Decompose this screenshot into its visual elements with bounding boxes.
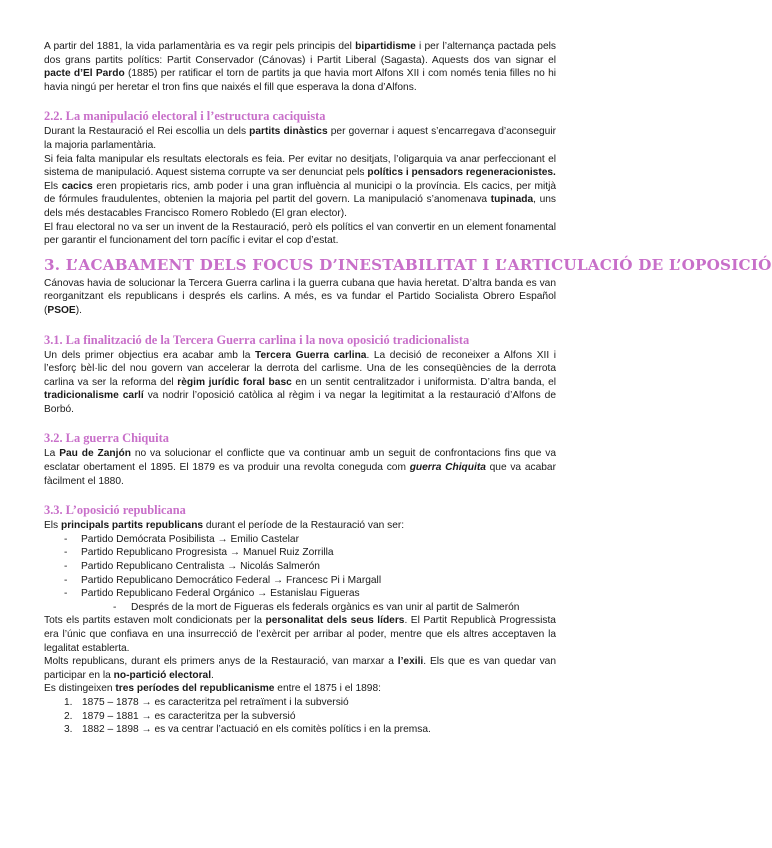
list-item-text: 1882 – 1898 → es va centrar l’actuació en els comitès polítics i en la premsa.: [82, 724, 431, 736]
text-span: Durant la Restauració el Rei escollia un dels: [44, 126, 250, 138]
text-span: no va solucionar el conflicte que va continuar amb un seguit de confrontacions fins que va esclatar obertament el 1895. El 1879 es va produir una revolta coneguda com: [44, 448, 556, 474]
section-heading-2-2: 2.2. La manipulació electoral i l’estructura caciquista: [44, 109, 326, 124]
text-span: (1885) per ratificar el torn de partits ja que havia mort Alfons XII i com només tenia filles no hi havia ningú per heretar el tron fins que naixés el fill que esperava la dona d’Alfons.: [44, 68, 556, 93]
text-span: Cánovas havia de solucionar la Tercera Guerra carlina i la guerra cubana que havia heretat. D’altra banda es van reorganitzant els republicans i després els carlins. A més, es va fundar el Partido Socialista Obrero Español (: [44, 277, 556, 316]
paragraph: [44, 655, 556, 682]
bold-text: principals partits republicans: [60, 520, 204, 532]
text-span: A partir del 1881, la vida parlamentària es va regir pels principis del: [44, 41, 356, 52]
dash-marker: -: [64, 561, 68, 573]
paragraph: [44, 277, 556, 318]
paragraph: [44, 447, 556, 488]
bold-text: personalitat dels seus líders: [265, 615, 405, 627]
list-item: [64, 533, 556, 547]
text-span: Els: [44, 180, 62, 192]
section-heading-3-2: 3.2. La guerra Chiquita: [44, 431, 169, 446]
text-span: La: [44, 448, 60, 460]
list-item: [64, 696, 556, 710]
paragraph: [44, 519, 556, 533]
text-span: Si feia falta manipular els resultats electorals es feia. Per evitar no desitjats, l’oligarquia va anar perfeccionant el sistema de manipulació. Aquest sistema corrupte va ser denunciat pels: [44, 153, 556, 179]
bold-text: pacte d’El Pardo: [44, 68, 125, 80]
text-span: eren propietaris rics, amb poder i una gran influència al municipi o la província. Els cacics, per mitjà de fórmules fraudulentes, obtenien la majoria pel partit del govern. La manipulació s’anomenava: [44, 180, 557, 206]
bold-text: tupinada: [490, 194, 534, 206]
list-item: [64, 710, 556, 724]
sub-list: [81, 601, 556, 615]
text-span: entre el 1875 i el 1898:: [274, 683, 381, 695]
list-item: [64, 546, 556, 560]
dash-marker: -: [64, 547, 68, 559]
bold-text: tradicionalisme carlí: [44, 390, 144, 402]
list-item-text: 1879 – 1881 → es caracteritza per la subversió: [82, 710, 296, 722]
paragraph: [44, 682, 556, 696]
bold-italic-text: guerra Chiquita: [409, 462, 486, 474]
text-span: i per l’alternança pactada pels dos grans partits polítics: Partit Conservador (Cánovas) i Partit Liberal (Sagasta). Aquests dos van signar el: [44, 41, 556, 66]
dash-marker: -: [64, 574, 68, 586]
text-span: Un dels primer objectius era acabar amb la: [44, 349, 256, 361]
paragraph: [44, 614, 556, 655]
text-span: per governar i aquest s’encarregava d’aconseguir la majoria parlamentària.: [44, 126, 556, 151]
dash-marker: -: [113, 601, 117, 613]
text-span: Els: [44, 520, 61, 532]
text-span: Es distingeixen: [44, 683, 116, 695]
intro-paragraph: [44, 40, 556, 94]
list-number: 3.: [64, 724, 73, 736]
text-span: . La decisió de reconeixer a Alfons XII i l’esforç bèl·lic del nou govern van accelerar la derrota del carlisme. Una de les conseqüències de la derrota carlina va ser la reforma del: [44, 349, 556, 388]
bold-text: Pau de Zanjón: [59, 448, 131, 460]
bold-text: cacics: [61, 180, 93, 192]
paragraph: [44, 180, 556, 221]
section-heading-3-1: 3.1. La finalització de la Tercera Guerra carlina i la nova oposició tradicionalista: [44, 332, 470, 347]
text-span: . Els que es van quedar van participar en la: [44, 656, 556, 681]
text-span: ).: [75, 304, 82, 316]
list-item-text: 1875 – 1878 → es caracteritza pel retraïment i la subversió: [82, 696, 349, 708]
list-number: 1.: [64, 696, 73, 708]
dash-marker: -: [64, 588, 68, 600]
text-span: que va acabar fàcilment el 1880.: [44, 462, 556, 487]
sub-list-item: [113, 601, 556, 615]
text-span: va nodrir l’oposició catòlica al règim i va negar la legitimitat a la restauració d’Alfons de Borbó.: [44, 390, 556, 415]
text-span: , uns dels més destacables Francisco Romero Robledo (El gran elector).: [44, 194, 557, 219]
bold-text: no-partició electoral: [113, 669, 212, 681]
text-span: en un sentit centralitzador i uniformista. D’altra banda, el: [291, 376, 556, 388]
bold-text: Tercera Guerra carlina: [255, 349, 367, 361]
list-item: [64, 587, 556, 614]
bold-text: l’exili: [397, 656, 424, 668]
list-item: [64, 574, 556, 588]
list-item: [64, 560, 556, 574]
list-item-text: Partido Republicano Centralista → Nicolás Salmerón: [81, 561, 320, 573]
text-span: Tots els partits estaven molt condicionats per la: [44, 615, 266, 627]
section-heading-3: 3. L’ACABAMENT DELS FOCUS D’INESTABILITAT I L’ARTICULACIÓ DE L’OPOSICIÓ: [44, 255, 772, 274]
section-heading-3-3: 3.3. L’oposició republicana: [44, 503, 186, 518]
list-item-text: Partido Demócrata Posibilista → Emilio Castelar: [81, 533, 299, 545]
list-item: [64, 723, 556, 737]
paragraph: [44, 125, 556, 152]
bold-text: règim jurídic foral basc: [177, 376, 292, 388]
text-span: Molts republicans, durant els primers anys de la Restauració, van marxar a: [44, 656, 398, 668]
text-span: . El Partit Republicà Progressista era l’únic que confiava en una insurrecció de l’exèrcit per arribar al poder, mentre que els altres acceptaven la legalitat establerta.: [44, 615, 556, 654]
paragraph: [44, 153, 556, 180]
list-item-text: Partido Republicano Progresista → Manuel Ruiz Zorrilla: [81, 547, 334, 559]
paragraph: El frau electoral no va ser un invent de la Restauració, però els polítics el van convertir en un element fonamental per garantir el funcionament del torn pacífic i evitar el cop d’estat.: [44, 221, 556, 247]
bold-text: PSOE: [47, 304, 76, 316]
bold-text: tres períodes del republicanisme: [115, 683, 275, 695]
paragraph: [44, 349, 556, 417]
list-item-text: Partido Republicano Federal Orgánico → Estanislau Figueras: [81, 588, 360, 600]
republican-parties-list: [44, 533, 556, 615]
text-span: durant el període de la Restauració van ser:: [203, 520, 405, 532]
text-span: .: [211, 669, 214, 681]
list-number: 2.: [64, 710, 73, 722]
list-item-text: Després de la mort de Figueras els federals orgànics es van unir al partit de Salmerón: [131, 601, 520, 613]
periods-list: [44, 696, 556, 737]
list-item-text: Partido Republicano Democrático Federal → Francesc Pi i Margall: [81, 574, 382, 586]
dash-marker: -: [64, 533, 68, 545]
bold-text: polítics i pensadors regeneracionistes.: [367, 167, 556, 179]
bold-text: bipartidisme: [355, 41, 416, 52]
bold-text: partits dinàstics: [249, 126, 328, 138]
